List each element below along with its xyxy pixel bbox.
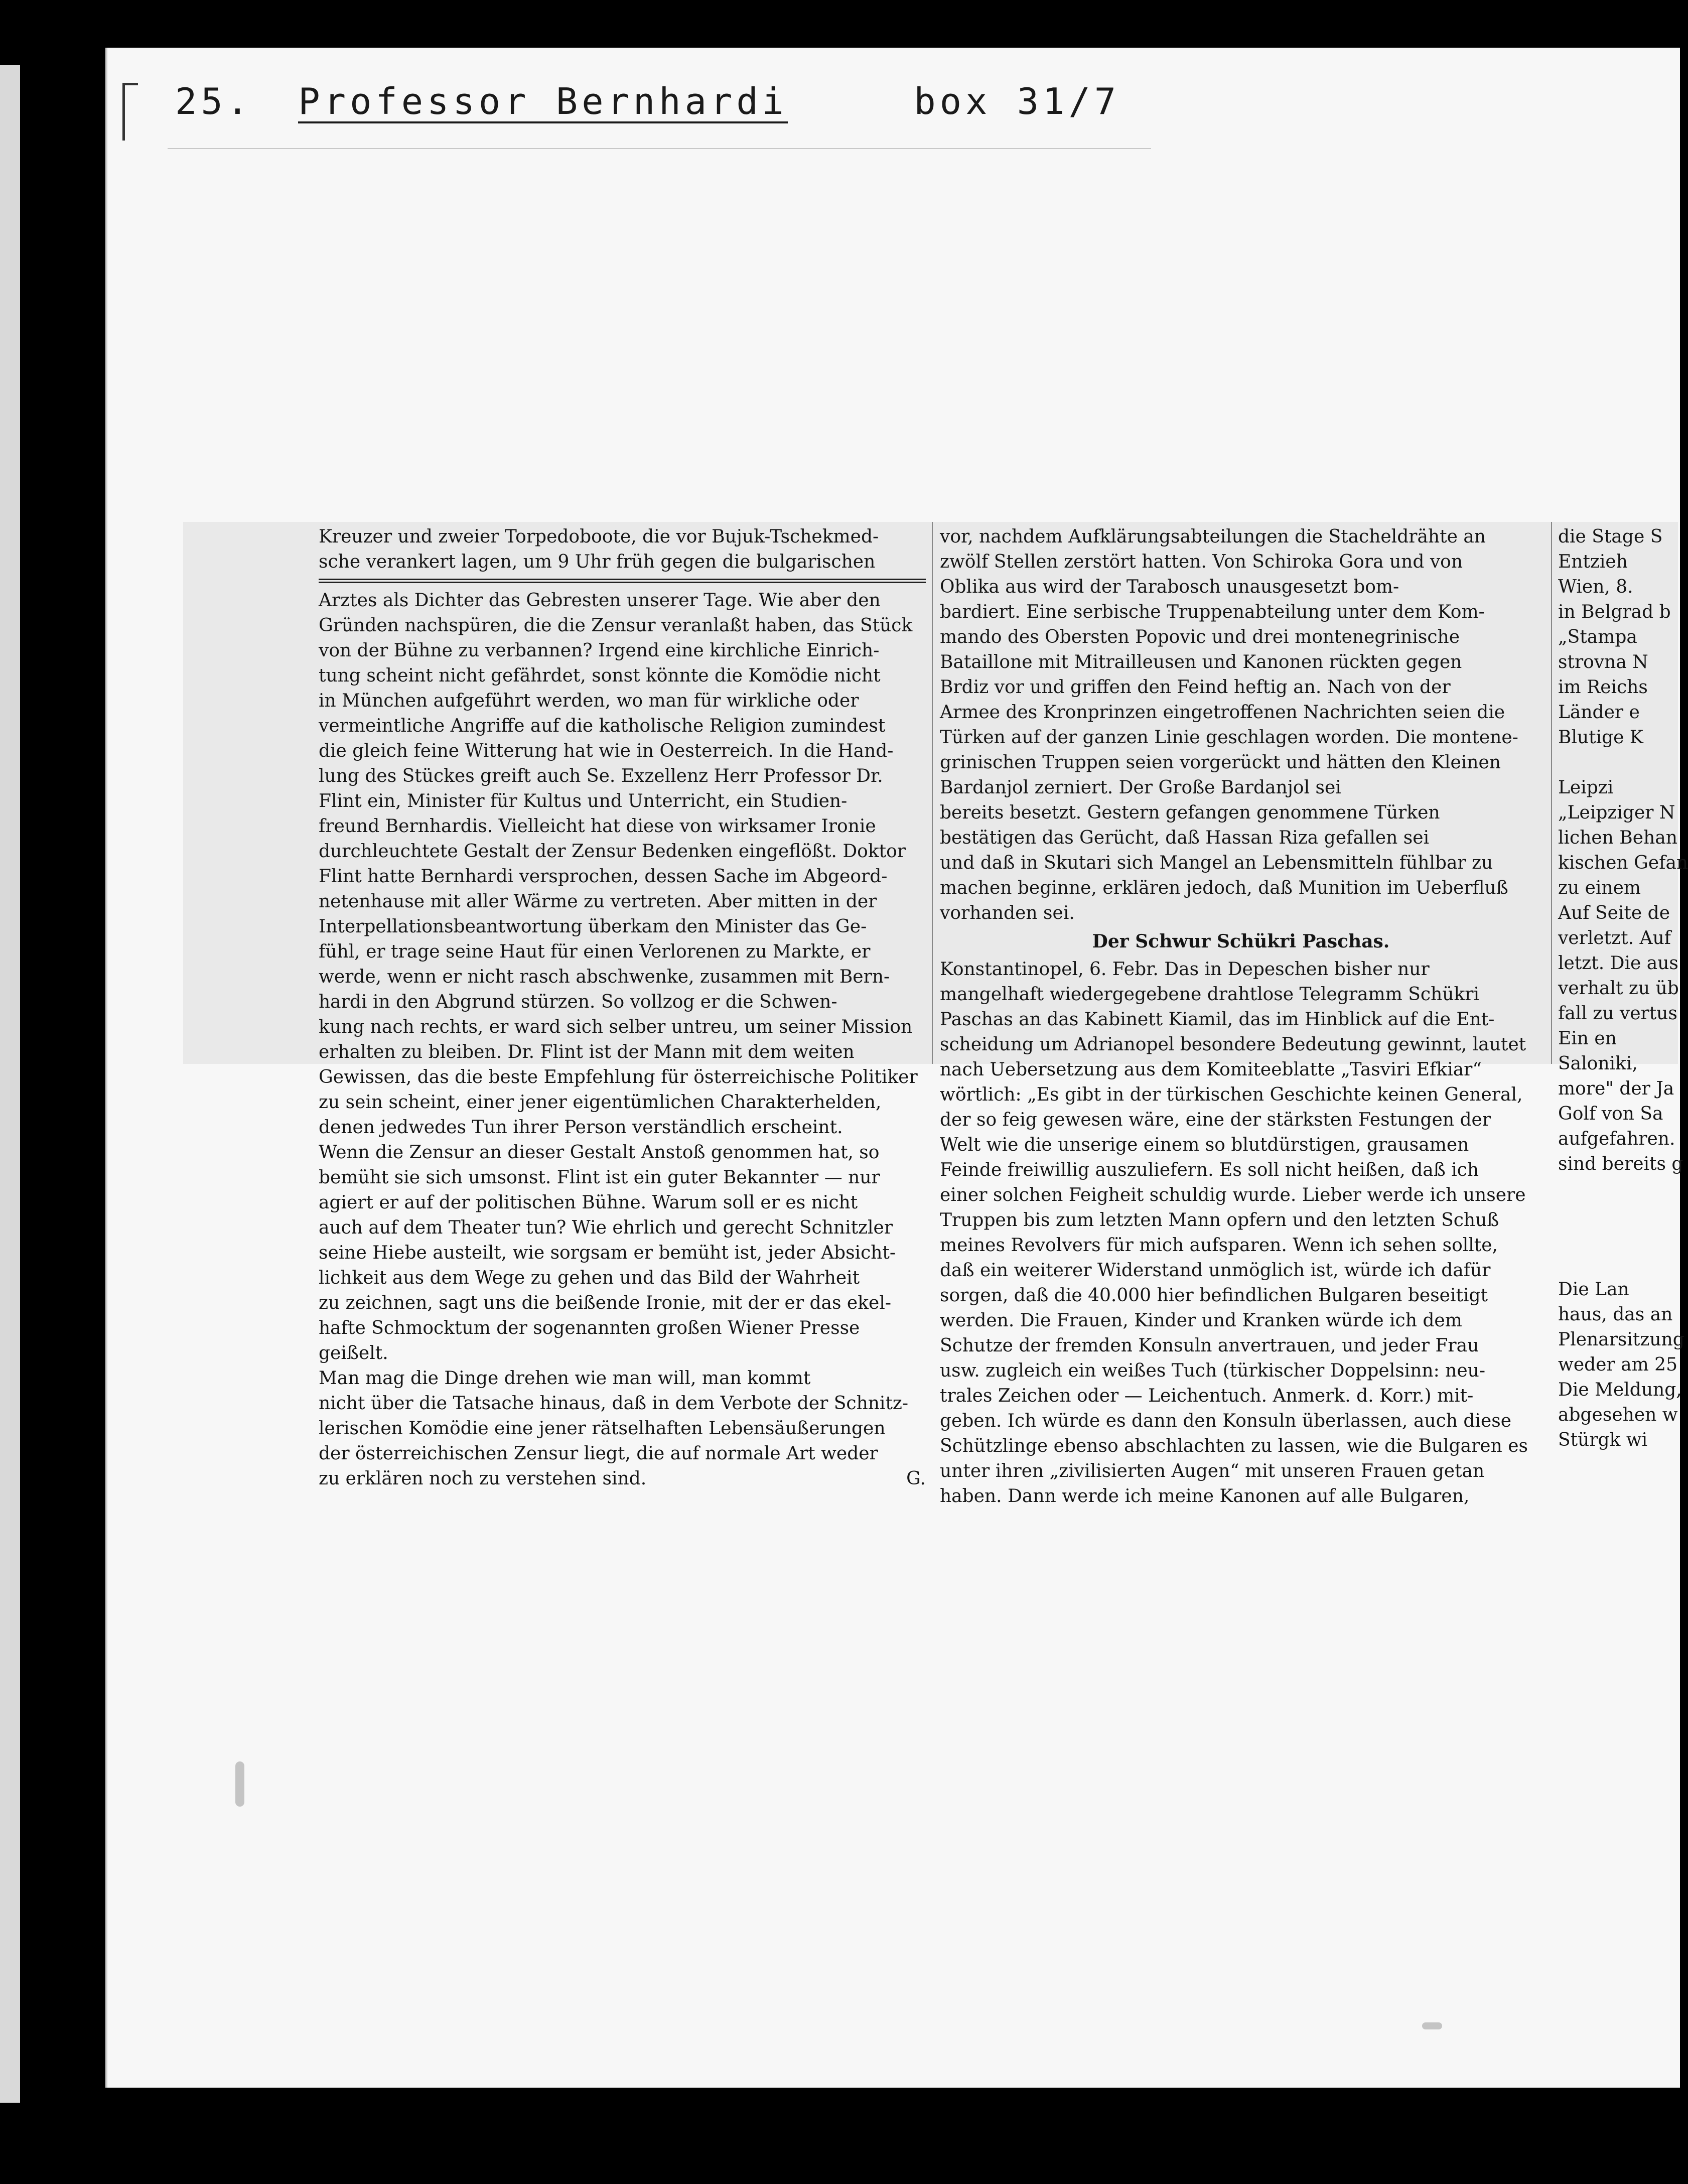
corner-mark <box>122 83 138 141</box>
text-line: Wien, 8. <box>1558 577 1633 597</box>
text-line: sorgen, daß die 40.000 hier befindlichen Bulgaren beseitigt <box>940 1285 1488 1306</box>
text-line: Die Lan <box>1558 1279 1629 1300</box>
header-rule <box>168 148 1151 149</box>
text-line <box>1558 1227 1678 1252</box>
text-line: „Stampa <box>1558 627 1637 647</box>
text-line: werde, wenn er nicht rasch abschwenke, zusammen mit Bern- <box>319 967 890 987</box>
text-line: Paschas an das Kabinett Kiamil, das im Hinblick auf die Ent- <box>940 1009 1495 1030</box>
text-line: Truppen bis zum letzten Mann opfern und den letzten Schuß <box>940 1210 1499 1231</box>
text-line: tung scheint nicht gefährdet, sonst könnte die Komödie nicht <box>319 665 881 686</box>
text-line: trales Zeichen oder — Leichentuch. Anmerk. d. Korr.) mit- <box>940 1386 1474 1406</box>
text-line: lerischen Komödie eine jener rätselhaften Lebensäußerungen <box>319 1418 886 1439</box>
text-line: mangelhaft wiedergegebene drahtlose Telegramm Schükri <box>940 984 1479 1005</box>
text-line: Blutige K <box>1558 727 1643 748</box>
right-column <box>1558 524 1688 1453</box>
article-signature-line <box>319 1466 926 1491</box>
text-line: auch auf dem Theater tun? Wie ehrlich und gerecht Schnitzler <box>319 1217 893 1238</box>
text-line: scheidung um Adrianopel besondere Bedeutung gewinnt, lautet <box>940 1034 1526 1055</box>
text-line: Arztes als Dichter das Gebresten unserer Tage. Wie aber den <box>319 590 881 611</box>
text-line: lung des Stückes greift auch Se. Exzellenz Herr Professor Dr. <box>319 766 883 786</box>
text-line: Flint ein, Minister für Kultus und Unterricht, ein Studien- <box>319 791 848 811</box>
text-line: geißelt. <box>319 1343 388 1363</box>
text-line: unter ihren „zivilisierten Augen“ mit unseren Frauen getan <box>940 1461 1485 1481</box>
text-line: haus, das an <box>1558 1304 1673 1325</box>
text-line: zwölf Stellen zerstört hatten. Von Schiroka Gora und von <box>940 552 1463 572</box>
column-rule <box>1551 522 1552 1064</box>
section-divider <box>319 579 926 583</box>
smudge-mark <box>235 1761 244 1807</box>
adjacent-card-edge <box>0 65 20 2103</box>
card-header <box>175 80 1120 123</box>
text-line: weder am 25 <box>1558 1354 1677 1375</box>
column-rule <box>932 522 933 1064</box>
text-line: zu sein scheint, einer jener eigentümlichen Charakterhelden, <box>319 1092 882 1113</box>
text-line: werden. Die Frauen, Kinder und Kranken würde ich dem <box>940 1310 1462 1331</box>
text-line: vorhanden sei. <box>940 903 1075 923</box>
text-line <box>1558 1177 1678 1202</box>
text-line: Stürgk wi <box>1558 1430 1648 1450</box>
text-line: „Leipziger N <box>1558 802 1675 823</box>
text-line: Golf von Sa <box>1558 1104 1663 1124</box>
text-line: Man mag die Dinge drehen wie man will, man kommt <box>319 1368 811 1389</box>
text-line: meines Revolvers für mich aufsparen. Wenn ich sehen sollte, <box>940 1235 1498 1256</box>
text-line: lichkeit aus dem Wege zu gehen und das Bild der Wahrheit <box>319 1268 860 1288</box>
text-line: grinischen Truppen seien vorgerückt und hätten den Kleinen <box>940 752 1501 773</box>
text-line: bardiert. Eine serbische Truppenabteilung unter dem Kom- <box>940 602 1485 622</box>
text-line: erhalten zu bleiben. Dr. Flint ist der Mann mit dem weiten <box>319 1042 855 1062</box>
text-line: Armee des Kronprinzen eingetroffenen Nachrichten seien die <box>940 702 1505 723</box>
text-line <box>1558 1252 1678 1277</box>
text-line: und daß in Skutari sich Mangel an Lebensmitteln fühlbar zu <box>940 853 1493 873</box>
newspaper-clipping <box>183 522 1688 1507</box>
article-heading: Der Schwur Schükri Paschas. <box>1092 931 1390 952</box>
text-line: Kreuzer und zweier Torpedoboote, die vor Bujuk-Tschekmed- <box>319 526 879 547</box>
text-line: abgesehen w <box>1558 1405 1678 1425</box>
right-column-body <box>1558 524 1688 1453</box>
text-line: Welt wie die unserige einem so blutdürstigen, grausamen <box>940 1135 1469 1155</box>
text-line: freund Bernhardis. Vielleicht hat diese von wirksamer Ironie <box>319 816 876 837</box>
text-line: Konstantinopel, 6. Febr. Das in Depeschen bisher nur <box>940 959 1430 980</box>
text-line <box>1558 1202 1678 1227</box>
text-line: Plenarsitzung <box>1558 1329 1684 1350</box>
text-line: Bataillone mit Mitrailleusen und Kanonen rückten gegen <box>940 652 1462 672</box>
left-column-body <box>319 588 926 1466</box>
middle-column <box>940 524 1542 1509</box>
text-line: Auf Seite de <box>1558 903 1670 923</box>
text-line: Ein en <box>1558 1028 1617 1049</box>
text-line: sche verankert lagen, um 9 Uhr früh gegen die bulgarischen <box>319 552 876 572</box>
text-line: in Belgrad b <box>1558 602 1671 622</box>
text-line: Oblika aus wird der Tarabosch unausgesetzt bom- <box>940 577 1399 597</box>
text-line: netenhause mit aller Wärme zu vertreten. Aber mitten in der <box>319 891 877 912</box>
smudge-mark <box>1422 2022 1442 2029</box>
text-line: der österreichischen Zensur liegt, die auf normale Art weder <box>319 1443 878 1464</box>
text-line <box>1558 750 1678 775</box>
text-line: daß ein weiterer Widerstand unmöglich ist, würde ich dafür <box>940 1260 1491 1281</box>
text-line: more" der Ja <box>1558 1078 1674 1099</box>
text-line: Brdiz vor und griffen den Feind heftig an. Nach von der <box>940 677 1451 698</box>
text-line: fall zu vertus <box>1558 1003 1677 1024</box>
text-line: wörtlich: „Es gibt in der türkischen Geschichte keinen General, <box>940 1084 1523 1105</box>
box-label: box 31/7 <box>914 80 1120 122</box>
text-line: einer solchen Feigheit schuldig wurde. Lieber werde ich unsere <box>940 1185 1526 1205</box>
text-line: Schützlinge ebenso abschlachten zu lassen, wie die Bulgaren es <box>940 1436 1528 1456</box>
text-line: kischen Gefan <box>1558 853 1688 873</box>
text-line: Gewissen, das die beste Empfehlung für österreichische Politiker <box>319 1067 918 1087</box>
text-line: bemüht sie sich umsonst. Flint ist ein guter Bekannter — nur <box>319 1167 880 1188</box>
text-line: letzt. Die aus <box>1558 953 1678 974</box>
card-number: 25. <box>175 80 253 122</box>
text-line: Saloniki, <box>1558 1053 1638 1074</box>
text-line: mando des Obersten Popovic und drei montenegrinische <box>940 627 1460 647</box>
text-line: Gründen nachspüren, die die Zensur veranlaßt haben, das Stück <box>319 615 913 636</box>
text-line: vermeintliche Angriffe auf die katholische Religion zumindest <box>319 716 886 736</box>
text-line: die gleich feine Witterung hat wie in Oesterreich. In die Hand- <box>319 741 894 761</box>
text-line: seine Hiebe austeilt, wie sorgsam er bemüht ist, jeder Absicht- <box>319 1243 896 1263</box>
text-line: Türken auf der ganzen Linie geschlagen worden. Die montene- <box>940 727 1518 748</box>
text-line: geben. Ich würde es dann den Konsuln überlassen, auch diese <box>940 1411 1512 1431</box>
text-line: Die Meldung, <box>1558 1380 1682 1400</box>
text-line: bestätigen das Gerücht, daß Hassan Riza gefallen sei <box>940 828 1430 848</box>
text-line: von der Bühne zu verbannen? Irgend eine kirchliche Einrich- <box>319 640 880 661</box>
text-line: Bardanjol zerniert. Der Große Bardanjol sei <box>940 777 1341 798</box>
text-line: nicht über die Tatsache hinaus, daß in dem Verbote der Schnitz- <box>319 1393 909 1414</box>
text-line: aufgefahren. <box>1558 1129 1675 1149</box>
text-line: die Stage S <box>1558 526 1663 547</box>
text-line: hardi in den Abgrund stürzen. So vollzog er die Schwen- <box>319 992 837 1012</box>
text-line: denen jedwedes Tun ihrer Person verständlich erscheint. <box>319 1117 843 1138</box>
text-line: durchleuchtete Gestalt der Zensur Bedenken eingeflößt. Doktor <box>319 841 906 862</box>
text-line: hafte Schmocktum der sogenannten großen Wiener Presse <box>319 1318 860 1338</box>
text-line: Wenn die Zensur an dieser Gestalt Anstoß genommen hat, so <box>319 1142 880 1163</box>
card-title: Professor Bernhardi <box>298 82 788 123</box>
text-line: usw. zugleich ein weißes Tuch (türkischer Doppelsinn: neu- <box>940 1360 1485 1381</box>
middle-column-top <box>940 524 1542 926</box>
text-line: der so feig gewesen wäre, eine der stärksten Festungen der <box>940 1110 1491 1130</box>
text-line: machen beginne, erklären jedoch, daß Munition im Ueberfluß <box>940 878 1508 898</box>
text-line: verhalt zu üb <box>1558 978 1679 999</box>
text-line: in München aufgeführt werden, wo man für wirkliche oder <box>319 691 859 711</box>
text-line: im Reichs <box>1558 677 1648 698</box>
text-line: Schutze der fremden Konsuln anvertrauen, und jeder Frau <box>940 1335 1479 1356</box>
last-line: zu erklären noch zu verstehen sind. <box>319 1468 647 1489</box>
text-line: zu zeichnen, sagt uns die beißende Ironie, mit der er das ekel- <box>319 1293 892 1313</box>
text-line: bereits besetzt. Gestern gefangen genommene Türken <box>940 802 1440 823</box>
left-column-top <box>319 524 926 575</box>
text-line: verletzt. Auf <box>1558 928 1671 948</box>
text-line: Entzieh <box>1558 552 1628 572</box>
text-line: vor, nachdem Aufklärungsabteilungen die Stacheldrähte an <box>940 526 1486 547</box>
text-line: Flint hatte Bernhardi versprochen, dessen Sache im Abgeord- <box>319 866 888 887</box>
text-line: nach Uebersetzung aus dem Komiteeblatte „Tasviri Efkiar“ <box>940 1059 1482 1080</box>
text-line: kung nach rechts, er ward sich selber untreu, um seiner Mission <box>319 1017 913 1037</box>
text-line: sind bereits g <box>1558 1154 1683 1174</box>
text-line: agiert er auf der politischen Bühne. Warum soll er es nicht <box>319 1192 858 1213</box>
left-column <box>319 524 926 1491</box>
text-line: Länder e <box>1558 702 1640 723</box>
text-line: haben. Dann werde ich meine Kanonen auf alle Bulgaren, <box>940 1486 1470 1507</box>
text-line: lichen Behan <box>1558 828 1677 848</box>
text-line: Leipzi <box>1558 777 1614 798</box>
text-line: strovna N <box>1558 652 1648 672</box>
text-line: zu einem <box>1558 878 1641 898</box>
author-signature: G. <box>906 1468 926 1489</box>
text-line: fühl, er trage seine Haut für einen Verlorenen zu Markte, er <box>319 941 871 962</box>
text-line: Interpellationsbeantwortung überkam den Minister das Ge- <box>319 916 867 937</box>
middle-column-body <box>940 957 1542 1509</box>
text-line: Feinde freiwillig auszuliefern. Es soll nicht heißen, daß ich <box>940 1160 1479 1180</box>
